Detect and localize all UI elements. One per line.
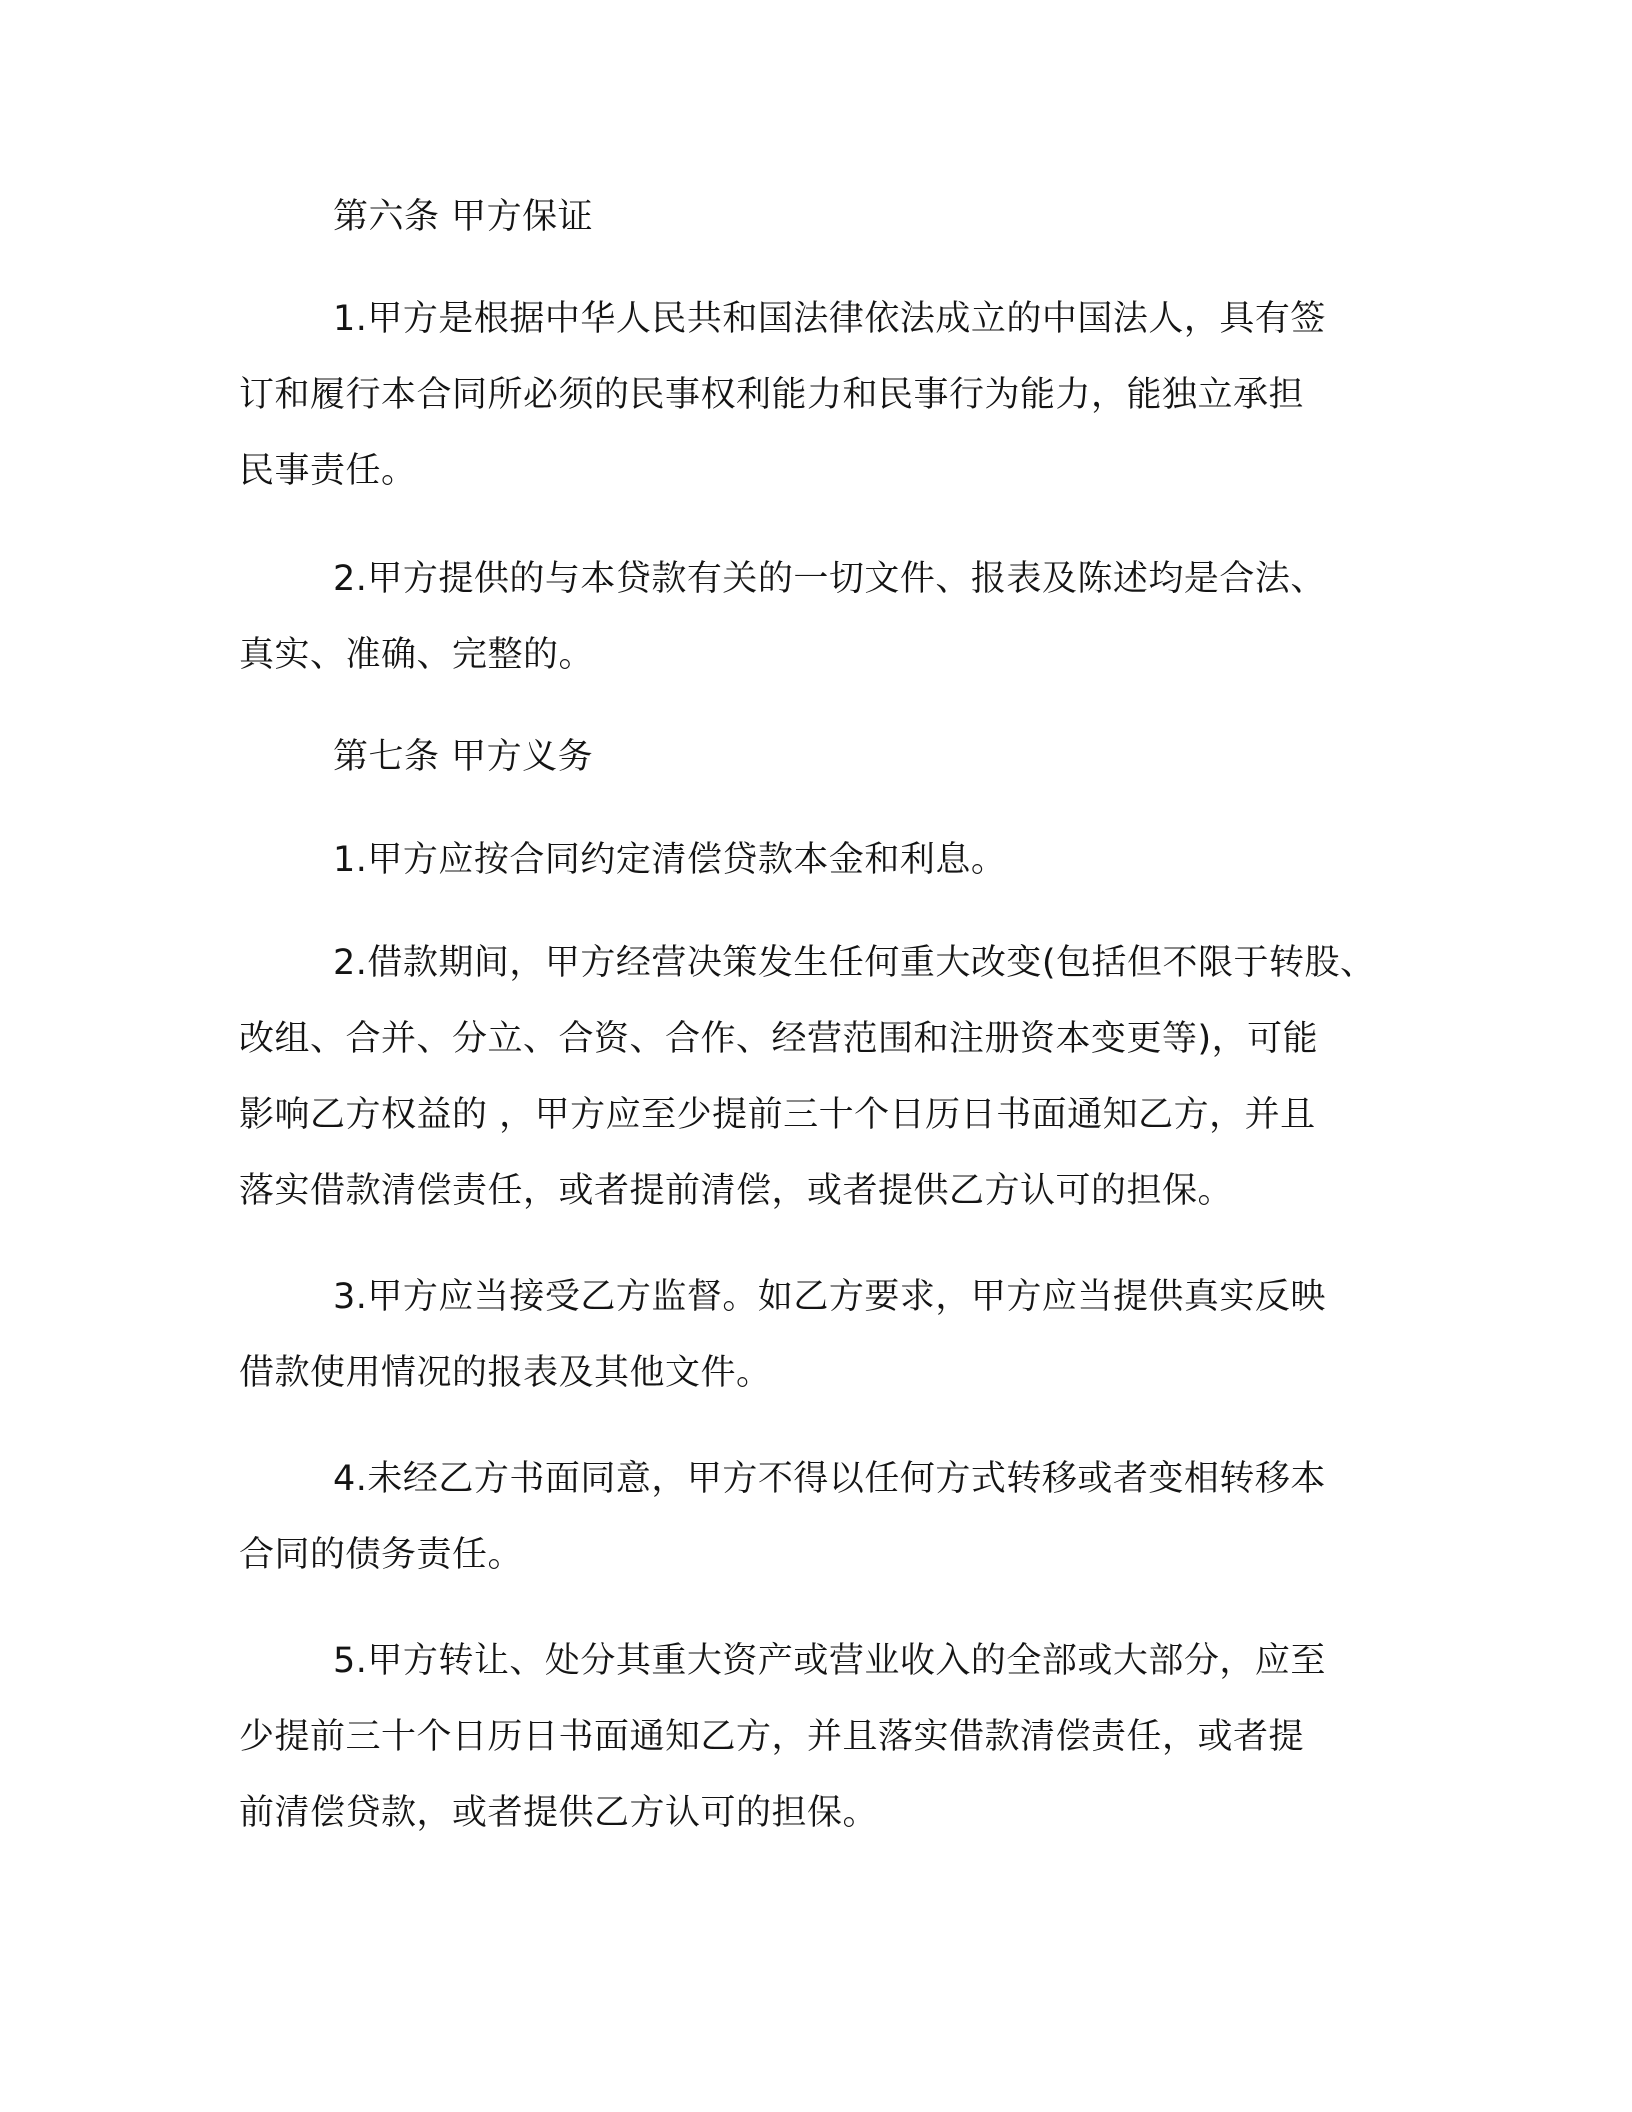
article7-item1-line1: 1.甲方应按合同约定清偿贷款本金和利息。 xyxy=(333,840,1007,880)
article7-item2-line3: 影响乙方权益的 ，甲方应至少提前三十个日历日书面通知乙方，并且 xyxy=(239,1095,1316,1135)
article7-item2-line2: 改组、合并、分立、合资、合作、经营范围和注册资本变更等)，可能 xyxy=(239,1019,1319,1059)
article7-item4-line1: 4.未经乙方书面同意，甲方不得以任何方式转移或者变相转移本 xyxy=(333,1459,1326,1499)
article7-item3-line2: 借款使用情况的报表及其他文件。 xyxy=(239,1353,772,1393)
article6-item2-line1: 2.甲方提供的与本贷款有关的一切文件、报表及陈述均是合法、 xyxy=(333,559,1326,599)
article6-heading: 第六条 甲方保证 xyxy=(333,197,594,237)
article6-item1-line2: 订和履行本合同所必须的民事权利能力和民事行为能力，能独立承担 xyxy=(239,375,1305,415)
article6-item1-line1: 1.甲方是根据中华人民共和国法律依法成立的中国法人，具有签 xyxy=(333,299,1326,339)
article7-item3-line1: 3.甲方应当接受乙方监督。如乙方要求，甲方应当提供真实反映 xyxy=(333,1277,1326,1317)
article7-item4-line2: 合同的债务责任。 xyxy=(239,1535,524,1575)
article6-item1-line3: 民事责任。 xyxy=(239,451,417,491)
article6-item2-line2: 真实、准确、完整的。 xyxy=(239,635,595,675)
article7-item2-line1: 2.借款期间，甲方经营决策发生任何重大改变(包括但不限于转股、 xyxy=(333,943,1376,983)
article7-item2-line4: 落实借款清偿责任，或者提前清偿，或者提供乙方认可的担保。 xyxy=(239,1171,1234,1211)
article7-heading: 第七条 甲方义务 xyxy=(333,737,594,777)
article7-item5-line3: 前清偿贷款，或者提供乙方认可的担保。 xyxy=(239,1793,879,1833)
article7-item5-line2: 少提前三十个日历日书面通知乙方，并且落实借款清偿责任，或者提 xyxy=(239,1717,1305,1757)
article7-item5-line1: 5.甲方转让、处分其重大资产或营业收入的全部或大部分，应至 xyxy=(333,1641,1326,1681)
